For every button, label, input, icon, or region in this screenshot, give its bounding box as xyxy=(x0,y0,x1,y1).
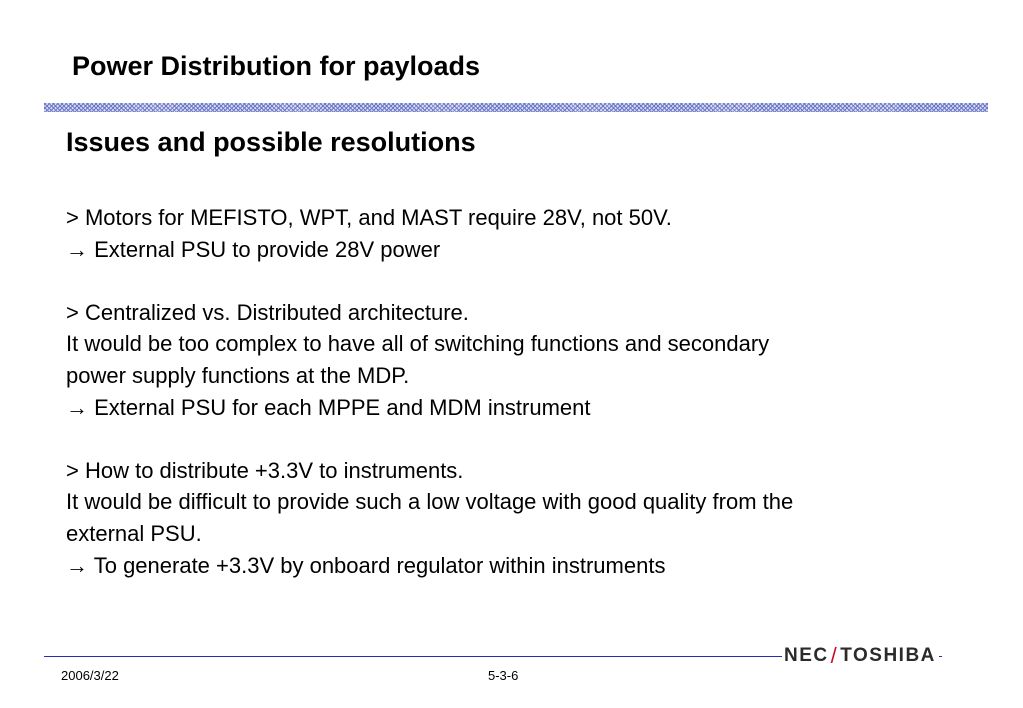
body-line: → To generate +3.3V by onboard regulator within instruments xyxy=(66,552,666,578)
logo-toshiba-text: TOSHIBA xyxy=(840,645,936,666)
logo-dash xyxy=(939,656,942,657)
blank-line xyxy=(66,423,966,455)
body-line: power supply functions at the MDP. xyxy=(66,362,410,388)
blank-line xyxy=(66,265,966,297)
body-line: external PSU. xyxy=(66,520,202,546)
body-line: > Centralized vs. Distributed architecture. xyxy=(66,299,469,325)
section-heading: Issues and possible resolutions xyxy=(66,127,476,157)
body-line: > Motors for MEFISTO, WPT, and MAST require 28V, not 50V. xyxy=(66,205,672,230)
title-divider xyxy=(44,103,988,112)
body-line: → External PSU for each MPPE and MDM instrument xyxy=(66,394,591,420)
footer-date: 2006/3/22 xyxy=(61,668,119,683)
logo-separator: / xyxy=(830,643,839,668)
nec-toshiba-logo xyxy=(784,644,942,668)
body-line: > How to distribute +3.3V to instruments. xyxy=(66,457,464,483)
body-line: It would be difficult to provide such a low voltage with good quality from the xyxy=(66,489,794,515)
body-line: It would be too complex to have all of switching functions and secondary xyxy=(66,331,770,357)
slide-title: Power Distribution for payloads xyxy=(72,51,481,81)
logo-nec-text: NEC xyxy=(784,645,829,666)
page-number: 5-3-6 xyxy=(488,668,519,683)
body-text xyxy=(66,202,966,581)
body-line: → External PSU to provide 28V power xyxy=(66,236,441,262)
footer-divider xyxy=(44,656,782,657)
